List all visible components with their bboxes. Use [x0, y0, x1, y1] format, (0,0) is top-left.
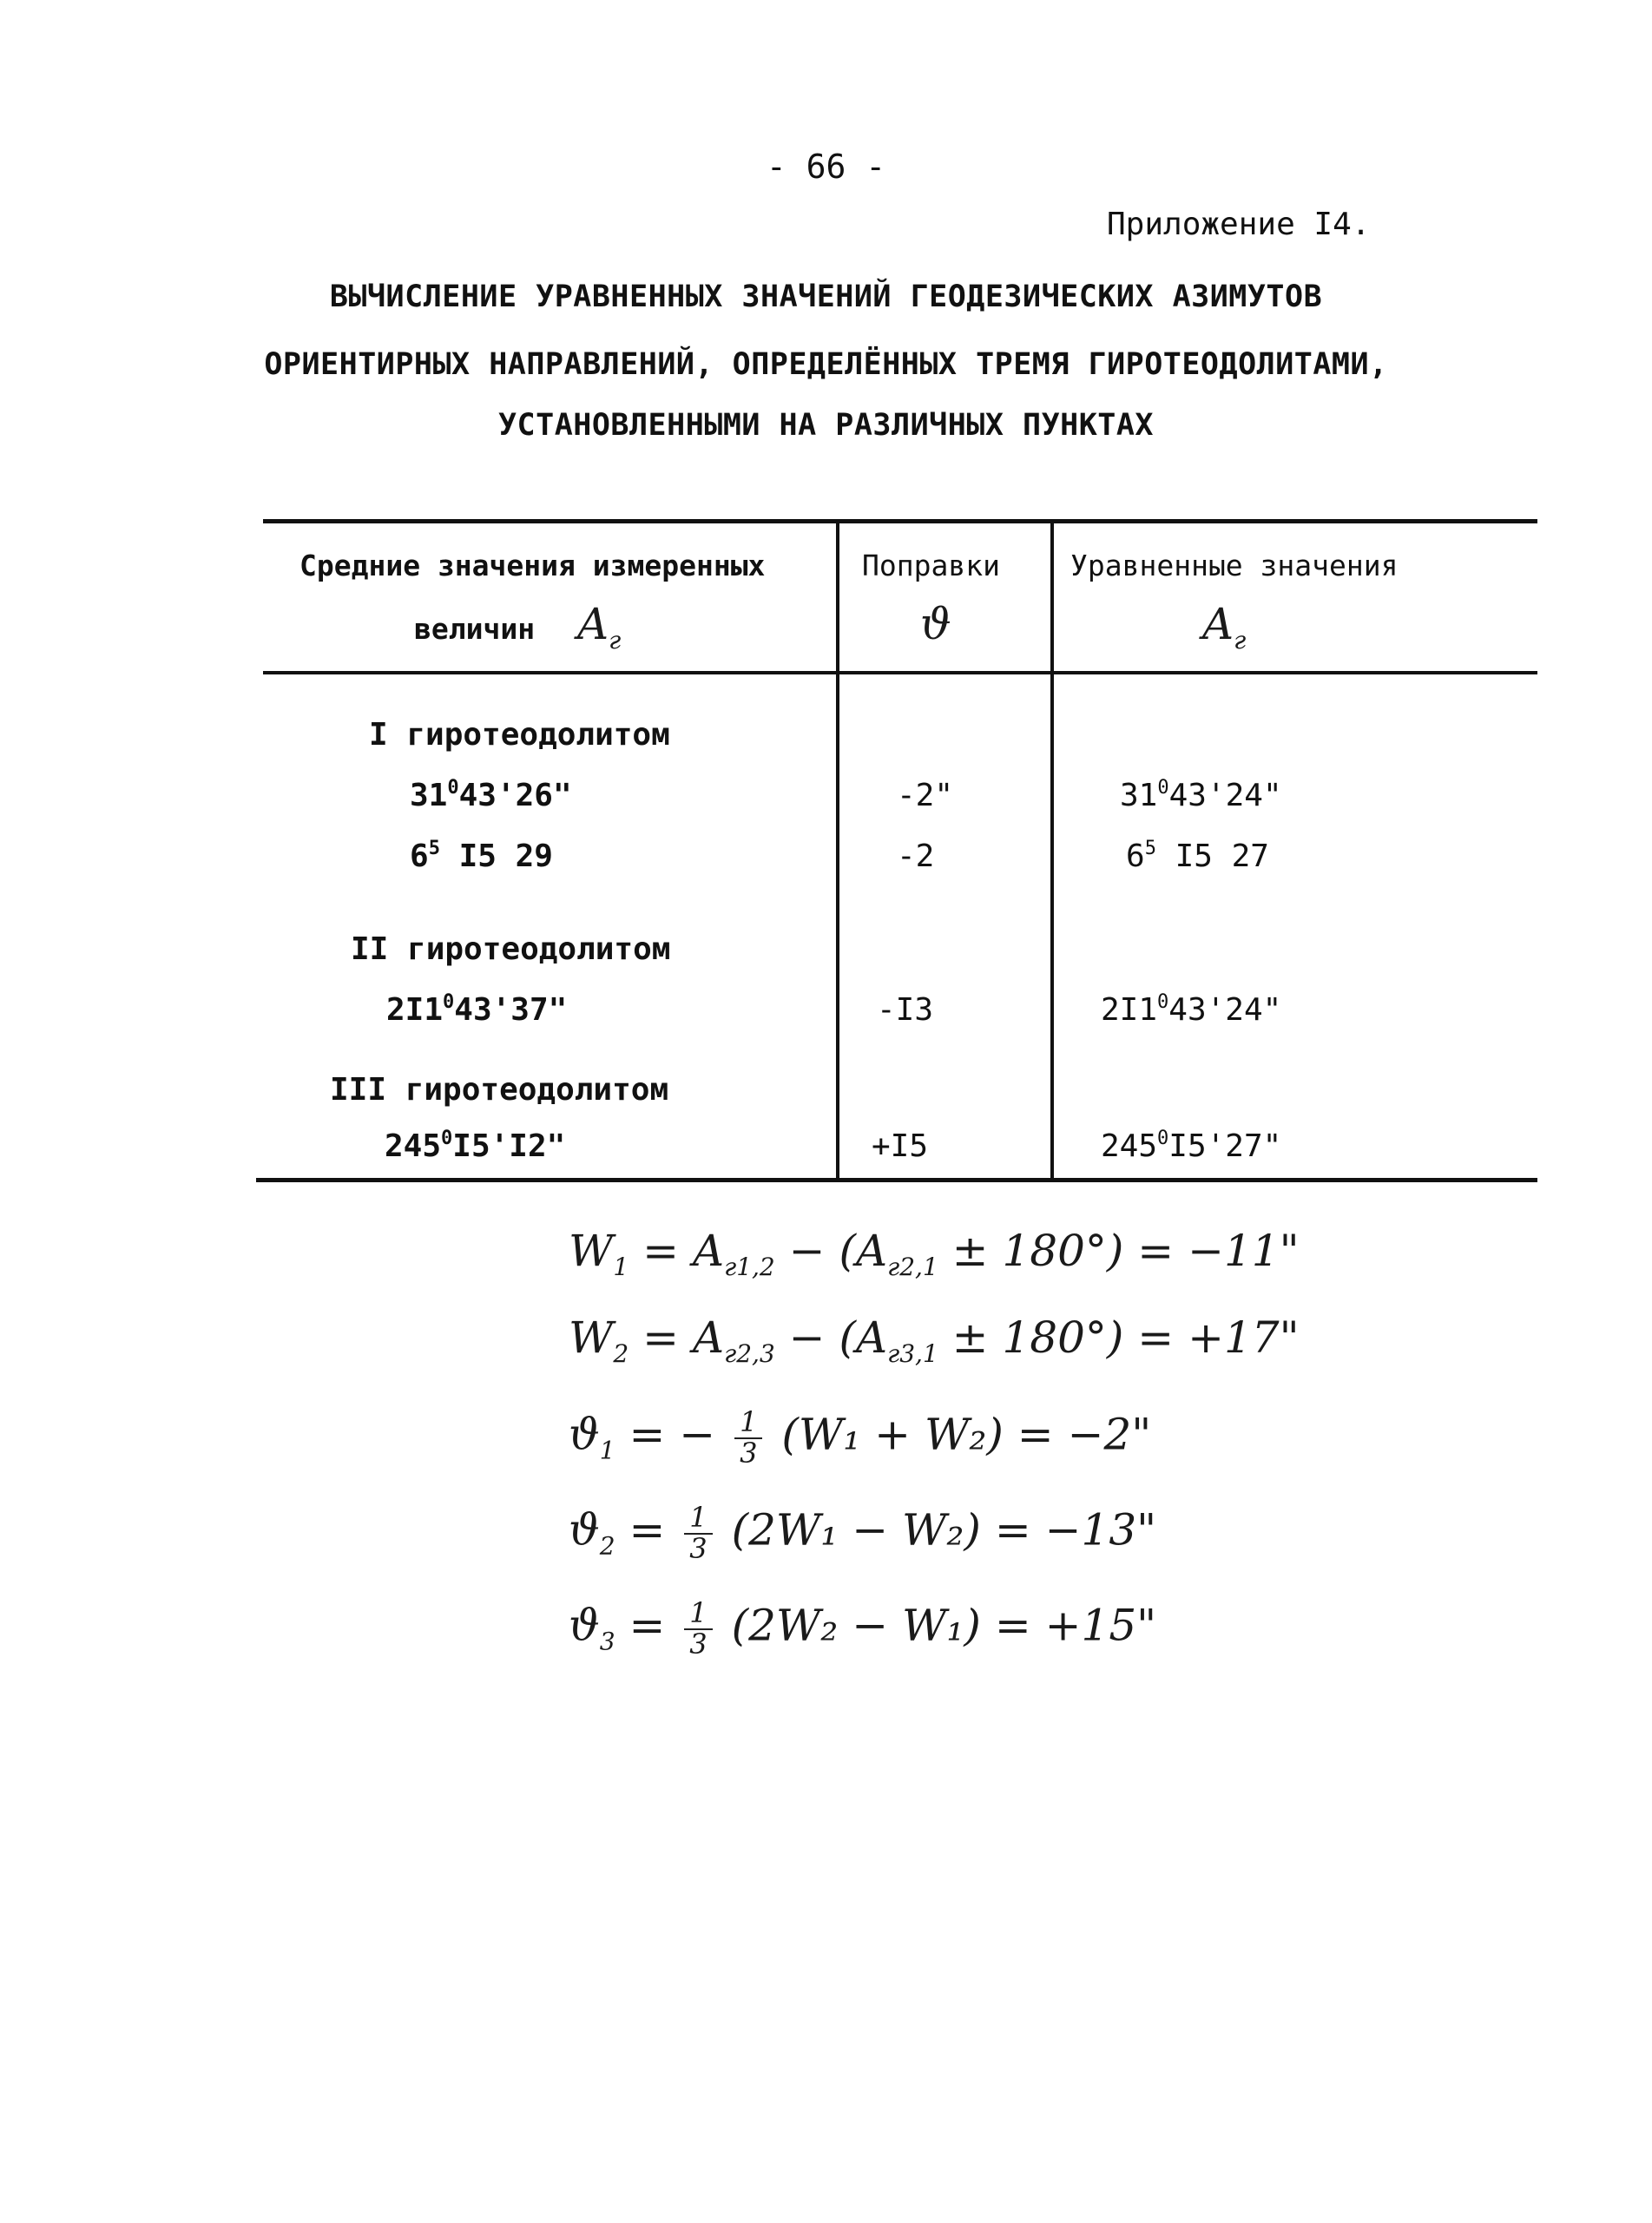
- group-label: III гиротеодолитом: [330, 1072, 669, 1108]
- fraction: $\frac{1}{3}$: [734, 1408, 762, 1468]
- header-adjusted: Уравненные значения: [1070, 549, 1399, 582]
- group-label: I гиротеодолитом: [369, 717, 670, 753]
- table-top-rule: [263, 519, 1537, 523]
- measured-value: $31^043'26$": [410, 777, 572, 813]
- appendix-label: Приложение I4.: [1107, 207, 1371, 242]
- header-adjusted-symbol: $A_г$: [1202, 599, 1247, 654]
- column-divider-2: [1050, 523, 1054, 1178]
- header-measured-symbol: $A_г$: [577, 599, 622, 654]
- adjusted-value: $31^043'24$": [1120, 777, 1282, 813]
- formula-w1: $W_1 = A_{г1,2} - (A_{г2,1} \pm 180^\circ) = -11$": [569, 1226, 1300, 1281]
- measured-value: $2I1^043'37$": [386, 991, 568, 1028]
- adjusted-value: $2I1^043'24$": [1101, 991, 1282, 1028]
- header-corrections: Поправки: [862, 549, 1000, 582]
- table-header-rule: [263, 671, 1537, 674]
- adjusted-value: $245^0I5'27$": [1101, 1128, 1282, 1164]
- formula-w2: $W_2 = A_{г2,3} - (A_{г3,1} \pm 180^\circ) = +17$": [569, 1312, 1300, 1368]
- table-bottom-rule: [256, 1178, 1537, 1182]
- title-line-3: УСТАНОВЛЕННЫМИ НА РАЗЛИЧНЫХ ПУНКТАХ: [497, 408, 1154, 443]
- correction-value: -2": [897, 778, 954, 813]
- page-number: - 66 -: [766, 148, 886, 186]
- header-corrections-symbol: ϑ: [920, 599, 951, 649]
- title-line-1: ВЫЧИСЛЕНИЕ УРАВНЕННЫХ ЗНАЧЕНИЙ ГЕОДЕЗИЧЕСКИХ АЗИМУТОВ: [329, 280, 1323, 314]
- header-measured-line2: величин: [414, 612, 536, 646]
- group-label: II гиротеодолитом: [351, 931, 671, 967]
- adjusted-value: $6^5$ I5 27: [1126, 838, 1269, 874]
- correction-value: -2: [897, 839, 935, 874]
- correction-value: -I3: [877, 992, 934, 1028]
- measured-value: $245^0I5'I2$": [385, 1128, 566, 1164]
- formula-v1: $ϑ_1$ = − $\frac{1}{3}$ (W₁ + W₂) = −2": [569, 1405, 1152, 1470]
- correction-value: +I5: [872, 1128, 929, 1164]
- measured-value: $6^5$ I5 29: [410, 838, 553, 874]
- formula-v3: $ϑ_3$ = $\frac{1}{3}$ (2W₂ − W₁) = +15": [569, 1596, 1157, 1661]
- title-line-2: ОРИЕНТИРНЫХ НАПРАВЛЕНИЙ, ОПРЕДЕЛЁННЫХ ТРЕМЯ ГИРОТЕОДОЛИТАМИ,: [264, 347, 1388, 382]
- column-divider-1: [836, 523, 839, 1178]
- header-measured: Средние значения измеренных: [299, 549, 766, 582]
- fraction: $\frac{1}{3}$: [684, 1503, 712, 1563]
- formula-v2: $ϑ_2$ = $\frac{1}{3}$ (2W₁ − W₂) = −13": [569, 1501, 1157, 1565]
- fraction: $\frac{1}{3}$: [684, 1599, 712, 1659]
